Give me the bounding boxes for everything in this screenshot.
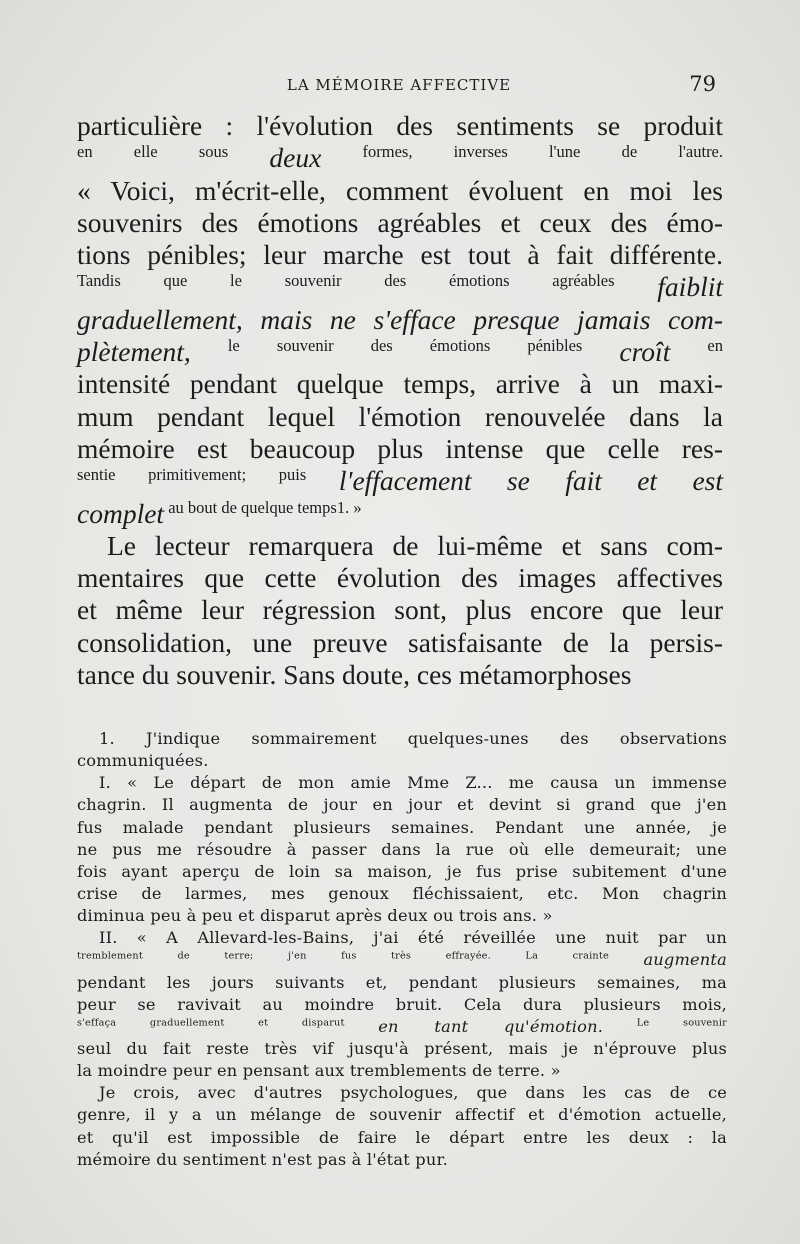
text-line	[77, 465, 723, 497]
text-segment: en elle sous	[77, 142, 270, 162]
footnote-line: la moindre peur en pensant aux tremblements de terre. »	[77, 1061, 561, 1081]
text-line: intensité pendant quelque temps, arrive à un maxi-	[77, 368, 723, 400]
italic-segment: plètement,	[77, 336, 191, 368]
footnote-marker: 1	[336, 497, 346, 517]
italic-segment: faiblit	[657, 271, 723, 303]
italic-segment: deux	[269, 142, 322, 174]
footnotes	[77, 728, 727, 1171]
text-line	[77, 142, 723, 174]
text-line: souvenirs des émotions agréables et ceux des émo-	[77, 206, 723, 238]
text-segment: en	[670, 335, 723, 355]
footnote-line: 1. J'indique sommairement quelques-unes des observations	[99, 729, 727, 748]
footnote-line: Je crois, avec d'autres psychologues, que dans les cas de ce	[99, 1083, 727, 1103]
text-segment: le souvenir des émotions pénibles	[190, 335, 620, 355]
text-segment: formes, inverses l'une de l'autre.	[321, 142, 724, 162]
text-line: particulière : l'évolution des sentiments se produit	[77, 110, 723, 141]
footnote-line: peur se ravivait au moindre bruit. Cela dura plusieurs mois,	[77, 994, 727, 1014]
footnote-line: seul du fait reste très vif jusqu'à présent, mais je n'éprouve plus	[77, 1038, 727, 1058]
text-line	[77, 271, 723, 303]
text-line: et même leur régression sont, plus encore que leur	[77, 594, 723, 626]
footnote-line: crise de larmes, mes genoux fléchissaient, etc. Mon chagrin	[77, 883, 727, 903]
text-segment: Le souvenir	[603, 1017, 727, 1029]
text-segment: tremblement de terre; j'en fus très effrayée. La crainte	[77, 951, 644, 963]
italic-segment: l'effacement se fait et est	[338, 465, 723, 497]
footnote-line	[77, 1016, 727, 1038]
footnote-line: ne pus me résoudre à passer dans la rue où elle demeurait; une	[77, 839, 727, 859]
text-segment: sentie primitivement; puis	[77, 465, 339, 485]
running-head: LA MÉMOIRE AFFECTIVE	[286, 76, 512, 94]
text-segment: . »	[345, 497, 362, 517]
page-number: 79	[689, 72, 716, 96]
footnote-line: II. « A Allevard-les-Bains, j'ai été réveillée une nuit par un	[99, 928, 727, 948]
italic-segment: graduellement, mais ne s'efface presque jamais com-	[77, 303, 723, 335]
text-segment: Tandis que le souvenir des émotions agréables	[77, 271, 658, 291]
footnote-line: diminua peu à peu et disparut après deux ou trois ans. »	[77, 906, 553, 926]
page-header	[78, 72, 720, 100]
text-line: mémoire est beaucoup plus intense que celle res-	[77, 432, 723, 464]
main-text	[77, 110, 723, 691]
text-line: mum pendant lequel l'émotion renouvelée dans la	[77, 400, 723, 432]
text-segment: au bout de quelque temps	[164, 497, 337, 517]
footnote-line: I. « Le départ de mon amie Mme Z... me causa un immense	[99, 773, 727, 793]
italic-segment: augmenta	[643, 950, 727, 970]
italic-segment: en tant qu'émotion.	[378, 1016, 604, 1036]
text-line: consolidation, une preuve satisfaisante de la persis-	[77, 626, 723, 658]
text-line: tions pénibles; leur marche est tout à fait différente.	[77, 239, 723, 271]
text-line: tance du souvenir. Sans doute, ces métamorphoses	[77, 659, 632, 691]
footnote-line: genre, il y a un mélange de souvenir affectif et d'émotion actuelle,	[77, 1105, 727, 1125]
text-line: « Voici, m'écrit-elle, comment évoluent en moi les	[77, 174, 723, 206]
footnote-line: fus malade pendant plusieurs semaines. Pendant une année, je	[77, 817, 727, 837]
footnote-line	[77, 949, 727, 971]
italic-segment: croît	[619, 336, 671, 368]
italic-segment: complet	[77, 497, 165, 529]
text-line: mentaires que cette évolution des images affectives	[77, 562, 723, 594]
text-line	[77, 498, 723, 530]
footnote-line: chagrin. Il augmenta de jour en jour et devint si grand que j'en	[77, 795, 727, 815]
text-segment: s'effaça graduellement et disparut	[77, 1017, 379, 1029]
footnote-line: et qu'il est impossible de faire le départ entre les deux : la	[77, 1127, 727, 1147]
footnote-line: fois ayant aperçu de loin sa maison, je fus prise subitement d'une	[77, 861, 727, 881]
footnote-line: mémoire du sentiment n'est pas à l'état pur.	[77, 1149, 448, 1169]
text-line: Le lecteur remarquera de lui-même et sans com-	[107, 529, 723, 561]
text-line	[77, 304, 723, 336]
footnote-line: pendant les jours suivants et, pendant plusieurs semaines, ma	[77, 972, 727, 992]
text-line	[77, 336, 723, 368]
footnote-line: communiquées.	[77, 751, 209, 771]
